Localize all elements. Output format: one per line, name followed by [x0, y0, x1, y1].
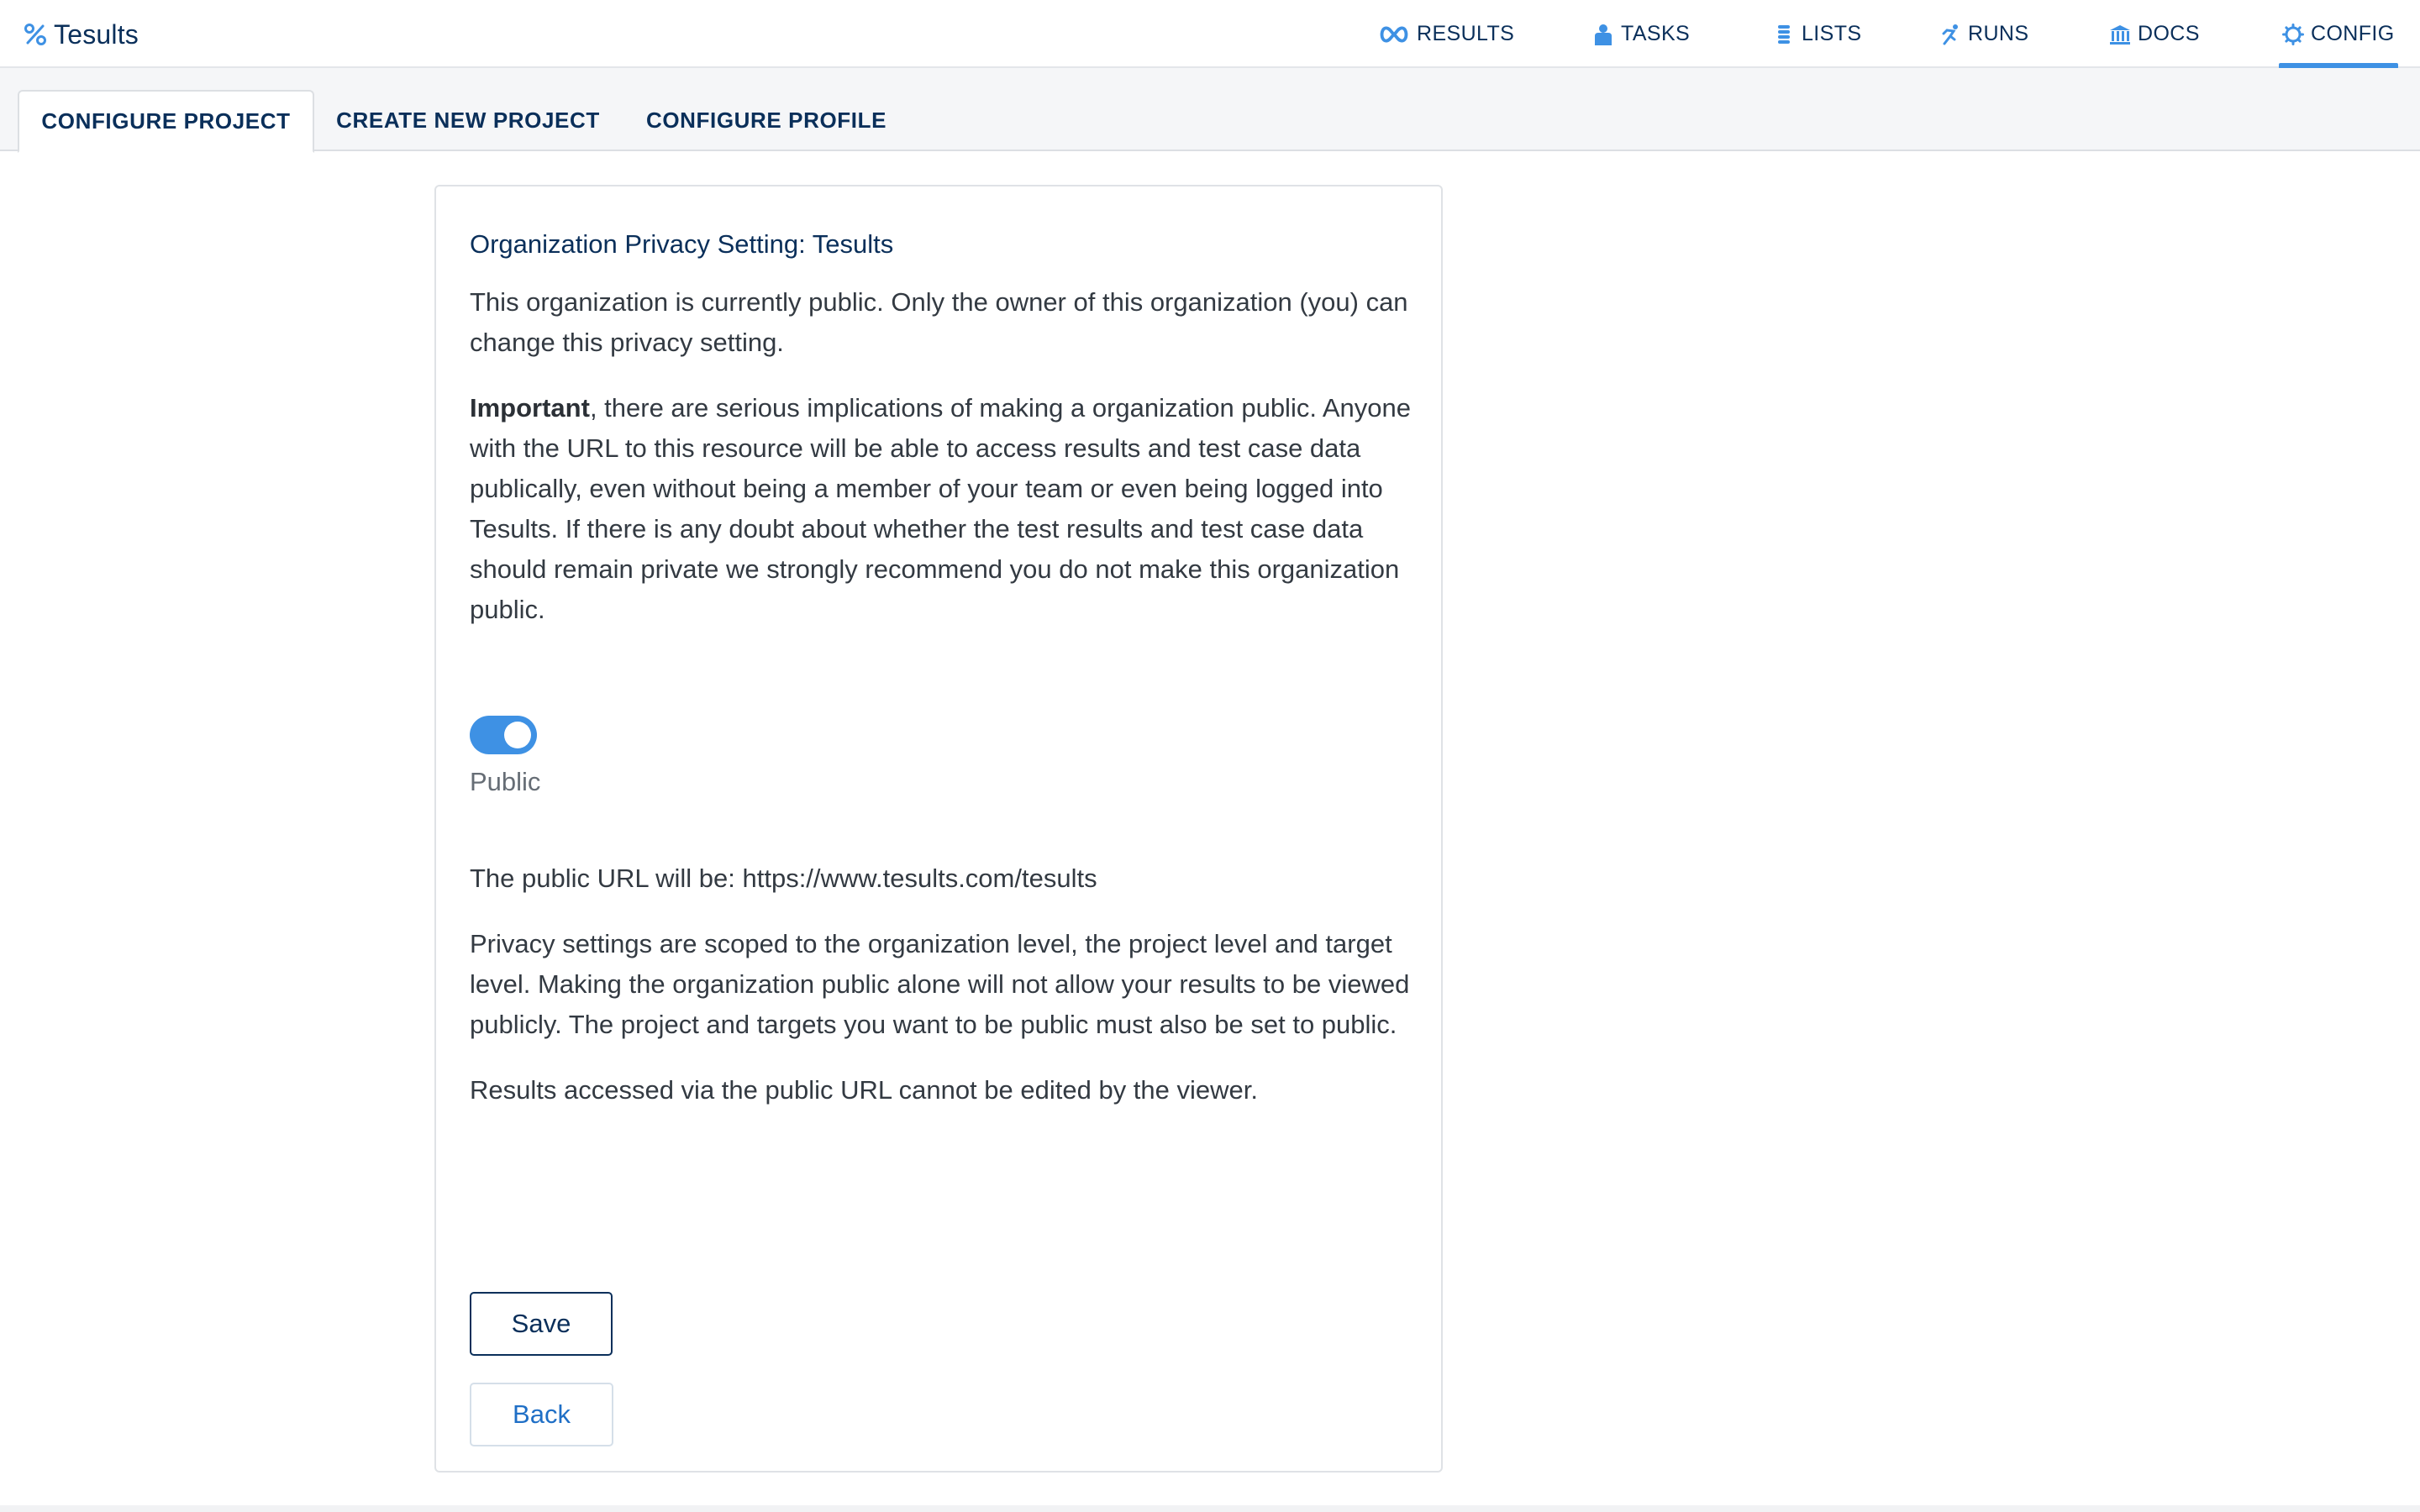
nav-docs[interactable]: [2109, 0, 2200, 68]
save-button[interactable]: [470, 1292, 613, 1356]
tab-configure-profile[interactable]: [636, 90, 897, 151]
brand-name: Tesults: [54, 18, 139, 50]
config-tabbar: [0, 68, 2420, 151]
tab-create-new-project-label: CREATE NEW PROJECT: [336, 108, 600, 133]
gear-icon: [2282, 24, 2304, 45]
public-toggle-group: [470, 716, 1411, 800]
nav-runs[interactable]: [1939, 0, 2028, 68]
important-body: , there are serious implications of making a organization public. Anyone with the URL to this resource will be able to access results and test case data publically, even without being a member of your team or even being logged into Tesults. If there is any doubt about whether the test results and test case data should remain private we strongly recommend you do not make this organization public.: [470, 393, 1411, 624]
panel-content: [470, 227, 1411, 1110]
back-button[interactable]: [470, 1383, 613, 1446]
nav-runs-label: RUNS: [1968, 22, 2029, 45]
panel-title: Organization Privacy Setting: Tesults: [470, 229, 894, 259]
nav-config-label: CONFIG: [2311, 22, 2395, 45]
page-footer-strip: [0, 1505, 2420, 1512]
back-button-label: Back: [513, 1399, 571, 1429]
save-button-label: Save: [511, 1309, 571, 1338]
important-label: Important: [470, 393, 590, 423]
public-toggle-switch[interactable]: [470, 716, 537, 754]
tab-configure-project[interactable]: [18, 90, 314, 153]
percent-logo-icon: [24, 23, 47, 46]
public-toggle-label: Public: [470, 767, 541, 796]
privacy-settings-panel: [434, 185, 1443, 1473]
tab-create-new-project[interactable]: [330, 90, 606, 151]
privacy-scope-text: Privacy settings are scoped to the organization level, the project level and target level. Making the organization public alone will not allow your results to be viewed publicly. The project and targets you want to be public must also be set to public.: [470, 929, 1410, 1039]
nav-results-label: RESULTS: [1417, 22, 1515, 45]
important-warning-text: [470, 388, 1411, 630]
nav-tasks[interactable]: [1592, 0, 1690, 68]
toggle-knob: [504, 722, 531, 748]
nav-docs-label: DOCS: [2138, 22, 2200, 45]
nav-lists[interactable]: [1773, 0, 1861, 68]
nav-lists-label: LISTS: [1802, 22, 1862, 45]
nav-config[interactable]: [2282, 0, 2395, 68]
person-icon: [1592, 24, 1614, 45]
read-only-note: Results accessed via the public URL cannot be edited by the viewer.: [470, 1075, 1258, 1105]
public-url-text: The public URL will be: https://www.tesults.com/tesults: [470, 864, 1097, 893]
brand[interactable]: [24, 17, 139, 52]
infinity-icon: [1378, 24, 1410, 45]
nav-results[interactable]: [1378, 0, 1514, 68]
tab-configure-project-label: CONFIGURE PROJECT: [41, 108, 291, 134]
library-icon: [2109, 24, 2131, 45]
privacy-intro-text: This organization is currently public. Only the owner of this organization (you) can change this privacy setting.: [470, 287, 1408, 357]
tab-configure-profile-label: CONFIGURE PROFILE: [645, 108, 887, 133]
nav-tasks-label: TASKS: [1621, 22, 1691, 45]
stack-icon: [1773, 24, 1795, 45]
top-navbar: [0, 0, 2420, 68]
runner-icon: [1939, 24, 1961, 45]
